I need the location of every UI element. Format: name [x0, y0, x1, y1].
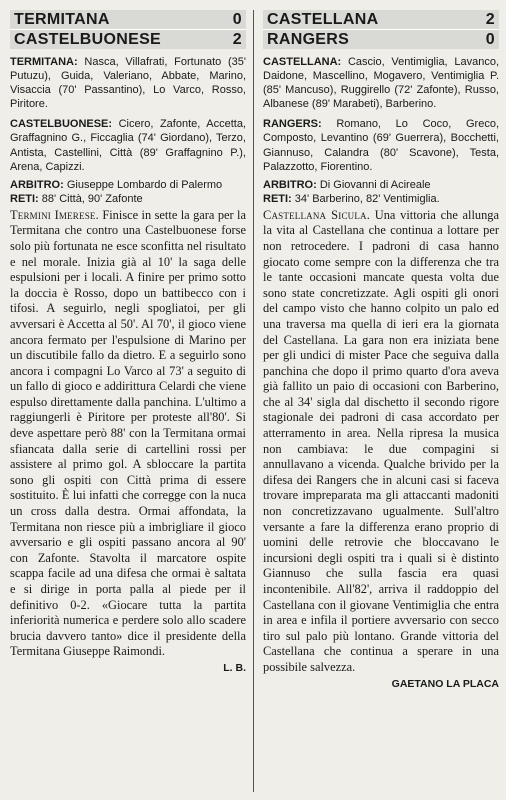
lineup-home — [263, 55, 499, 111]
away-team-score: 0 — [485, 30, 495, 48]
home-team-score: 2 — [485, 10, 495, 28]
lineup-home — [10, 55, 246, 111]
referee-label: ARBITRO: — [263, 178, 317, 191]
article-dateline: Castellana Sicula. — [263, 207, 371, 222]
match-report-castellana — [263, 10, 499, 690]
home-team-score: 0 — [232, 10, 242, 28]
article-text: Finisce in sette la gara per la Termitana che contro una Castelbuonese forse solo più fortunata ne esce sconfitta nel risultato e nel morale. Inizia già al 10' la saga delle espulsioni per i locali. A finire per primo sotto la doccia è Rosso, dopo un battibecco con i tifosi. A seguirlo, negli spogliatoi, per gli avversari è Accetta al 50'. Al 70', il gioco viene ancora fermato per l'espulsione di Marino per un discutibile fallo da dietro. E a seguirlo sono ancora i compagni Lo Varco al 73' a seguito di un fallo di gioco e addirittura Celardi che viene espulso direttamente dalla panchina. L'ultimo a raggiungerli è Piritore per proteste all'80'. Si deve aspettare però 88' con la Termitana ormai sfiancata dalla serie di cartellini rossi per assistere al primo gol. A sbloccare la partita sono gli ospiti con Città prima di essere sostituito. È lui infatti che corregge con la nuca un cross dalla destra. Ormai affondata, la Termitana non riesce più a imbrigliare il gioco avversario e gli ospiti passano ancora al 90' con Zafonte. Stavolta il marcatore ospite scappa facile ad una difesa che ormai è saltata e si dirige in porta palla al piede per il definitivo 0-2. «Giocare tutta la partita inferiorità numerica e perdere solo allo scadere brucia davvero tanto» dice il presidente della Termitana Giuseppe Raimondi. — [10, 207, 247, 659]
referee-line — [10, 178, 246, 192]
away-team-name: CASTELBUONESE — [14, 30, 162, 48]
away-team-name: RANGERS — [267, 30, 350, 48]
lineup-away-team: RANGERS: — [263, 118, 322, 131]
home-team-name: CASTELLANA — [267, 10, 379, 28]
home-team-name: TERMITANA — [14, 10, 110, 28]
match-report-termitana — [10, 10, 246, 674]
goals-line — [10, 192, 246, 206]
away-team-score: 2 — [232, 30, 242, 48]
goals-list: 34' Barberino, 82' Ventimiglia. — [294, 192, 440, 205]
referee-name: Giuseppe Lombardo di Palermo — [66, 178, 223, 191]
article-body — [10, 208, 246, 660]
lineup-home-team: CASTELLANA: — [263, 56, 342, 68]
lineup-away — [10, 117, 246, 173]
column-divider — [253, 10, 254, 792]
lineup-away — [263, 117, 499, 173]
scoreline-home — [10, 10, 246, 30]
lineup-home-players: Nasca, Villafrati, Fortunato (35' Putuzu), Guida, Valeriano, Abbate, Marino, Visaccia (70' Passantino), Lo Varco, Rosso, Piritore. — [10, 56, 247, 111]
article-signature: L. B. — [223, 661, 246, 674]
lineup-away-team: CASTELBUONESE: — [10, 118, 113, 131]
lineup-away-players: Cicero, Zafonte, Accetta, Graffagnino G., Ficcaglia (74' Giordano), Terzo, Antista, Castellini, Città (89' Graffagnino P.), Arena, Capizzi. — [10, 118, 246, 173]
article-dateline: Termini Imerese. — [10, 207, 99, 222]
scoreline-away — [10, 30, 246, 49]
goals-line — [263, 192, 499, 206]
scoreline-home — [263, 10, 499, 30]
goals-list: 88' Città, 90' Zafonte — [41, 192, 143, 205]
goals-label: RETI: — [10, 192, 39, 205]
referee-label: ARBITRO: — [10, 178, 64, 191]
article-signature: GAETANO LA PLACA — [391, 677, 499, 690]
article-text: Una vittoria che allunga la vita al Castellana che continua a lottare per non retrocedere. I padroni di casa hanno giocato come sempre con la differenza che tra le tante occasioni mancate questa volta due sono state concretizzate. Agli ospiti gli onori del campo visto che hanno colpito un palo ed una traversa ma quella di ieri era la giornata del Castellana. La gara non era iniziata bene per gli undici di mister Pace che seguiva dalla panchina che dopo il primo quarto d'ora aveva già fallito un paio di occasioni con Barberino, che al 34' sigla dal dischetto il secondo rigore stagionale dei padroni di casa accordato per atterramento in area. Nella ripresa la musica non cambiava: le due compagini si annullavano a vicenda. Qualche brivido per la difesa dei Rangers che in alcuni casi si faceva trovare impreparata ma gli attaccanti madoniti non concretizzavano ugualmente. Sull'altro versante a fare la differenza erano proprio di uomini delle retrovie che bloccavano le incursioni degli ospiti tra i quali si è distinto Giannuso che sulla fascia era quasi incontenibile. All'82', arriva il raddoppio del Castellana con il giovane Ventimiglia che entra in area e infila il portiere avversario con secco tiro sul palo più lontano. Grande vittoria del Castellana che continua a sperare in una possibile salvezza. — [263, 207, 499, 674]
goals-label: RETI: — [263, 192, 292, 205]
referee-name: Di Giovanni di Acireale — [319, 178, 431, 191]
lineup-away-players: Romano, Lo Coco, Greco, Composto, Levantino (69' Guerrera), Bocchetti, Giannuso, Calandra (80' Scavone), Testa, Palazzotto, Fiorentino. — [263, 118, 499, 173]
scoreline-away — [263, 30, 499, 49]
lineup-home-team: TERMITANA: — [10, 56, 78, 68]
article-body — [263, 208, 499, 676]
lineup-home-players: Cascio, Ventimiglia, Lavanco, Daidone, Mascellino, Mogavero, Ventimiglia P. (85' Mancuso), Ruggirello (72' Zafonte), Russo, Albanese (89' Marabeti), Barberino. — [263, 56, 499, 111]
referee-line — [263, 178, 499, 192]
